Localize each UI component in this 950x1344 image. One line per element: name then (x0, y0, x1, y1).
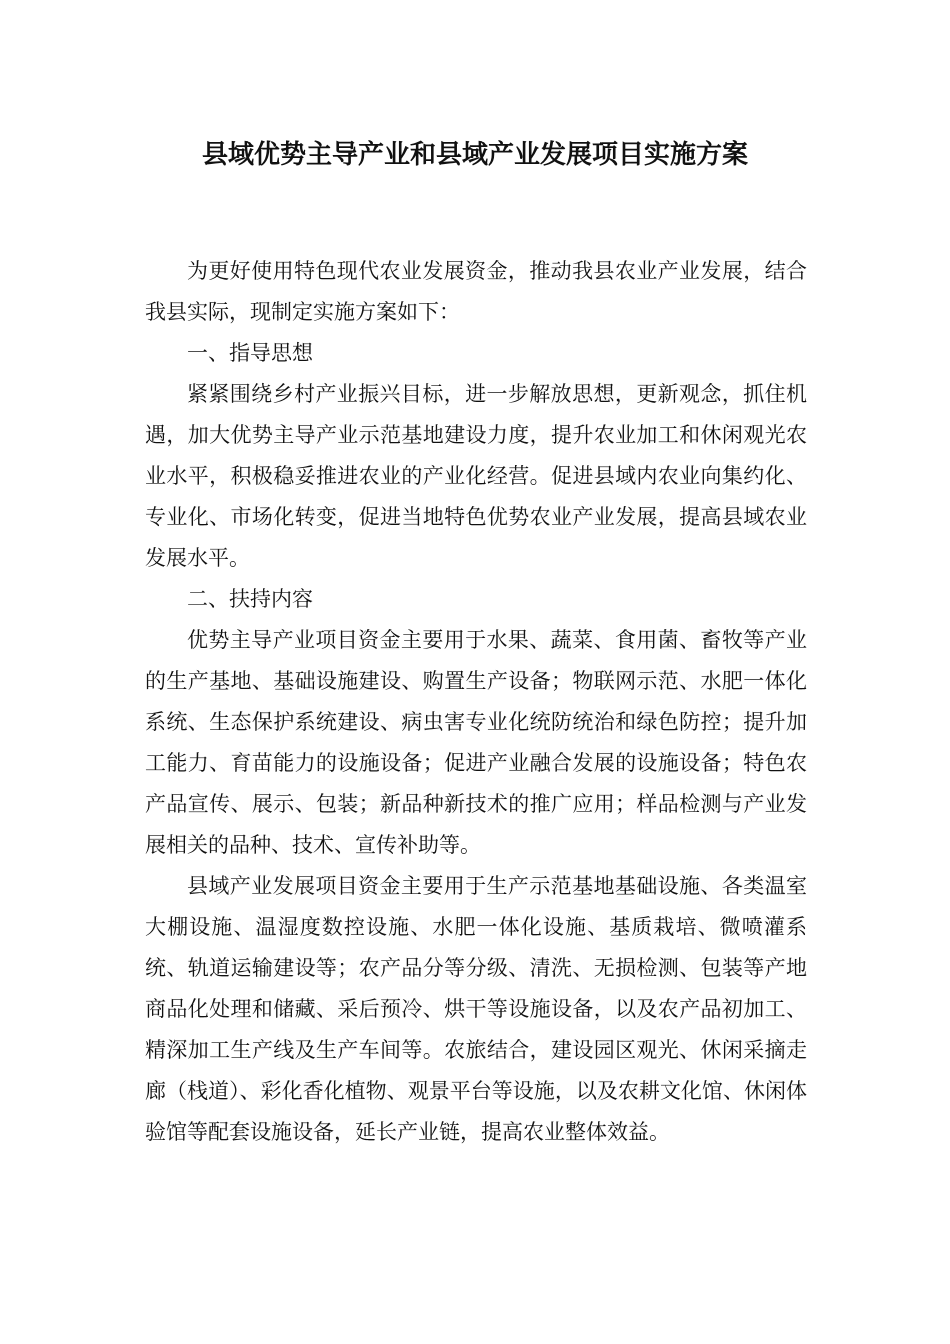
section-heading-guiding-ideology: 一、指导思想 (187, 341, 313, 365)
document-title: 县域优势主导产业和县域产业发展项目实施方案 (201, 140, 748, 170)
document-body (145, 251, 807, 1153)
intro-paragraph: 为更好使用特色现代农业发展资金，推动我县农业产业发展，结合我县实际，现制定实施方案如下： (145, 259, 807, 324)
support-content-paragraph-1: 优势主导产业项目资金主要用于水果、蔬菜、食用菌、畜牧等产业的生产基地、基础设施建设、购置生产设备；物联网示范、水肥一体化系统、生态保护系统建设、病虫害专业化统防统治和绿色防控；提升加工能力、育苗能力的设施设备；促进产业融合发展的设施设备；特色农产品宣传、展示、包装；新品种新技术的推广应用；样品检测与产业发展相关的品种、技术、宣传补助等。 (145, 628, 807, 857)
support-content-paragraph-2: 县域产业发展项目资金主要用于生产示范基地基础设施、各类温室大棚设施、温湿度数控设施、水肥一体化设施、基质栽培、微喷灌系统、轨道运输建设等；农产品分等分级、清洗、无损检测、包装等产地商品化处理和储藏、采后预冷、烘干等设施设备，以及农产品初加工、精深加工生产线及生产车间等。农旅结合，建设园区观光、休闲采摘走廊（栈道）、彩化香化植物、观景平台等设施，以及农耕文化馆、休闲体验馆等配套设施设备，延长产业链，提高农业整体效益。 (145, 874, 807, 1144)
guiding-ideology-paragraph: 紧紧围绕乡村产业振兴目标，进一步解放思想，更新观念，抓住机遇，加大优势主导产业示范基地建设力度，提升农业加工和休闲观光农业水平，积极稳妥推进农业的产业化经营。促进县域内农业向集约化、专业化、市场化转变，促进当地特色优势农业产业发展，提高县域农业发展水平。 (145, 382, 807, 570)
section-heading-support-content: 二、扶持内容 (187, 587, 313, 611)
